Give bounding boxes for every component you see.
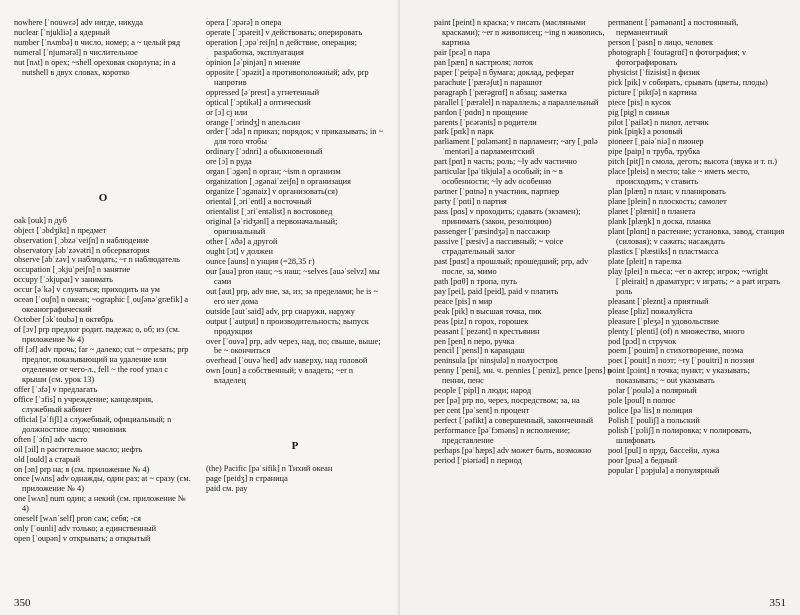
dictionary-entry: only [ˈounli] adv только; a единственный [14,524,157,534]
dictionary-entry: original [əˈridʒənl] a первоначальный; оригинальный [206,217,338,237]
dictionary-entry: ordinary [ˈɔdnri] a обыкновенный [206,147,323,157]
dictionary-entry: penny [ˈpeni], мн. ч. pennies [ˈpeniz], pence [pens] n пенни, пенс [434,366,612,386]
dictionary-entry: oil [ɔil] n растительное масло; нефть [14,444,143,454]
dictionary-entry: open [ˈoupən] v открывать; a открытый [14,534,151,544]
page-number-right: 351 [769,597,786,609]
dictionary-entry: per [pə] prp по, через, посредством; за, на [434,396,580,406]
dictionary-entry: piece [pis] n кусок [608,97,672,107]
dictionary-entry: poor [puə] a бедный [608,455,677,465]
dictionary-entry: pilot [ˈpailət] n пилот, летчик [608,117,709,127]
dictionary-entry: paid см. pay [206,484,248,494]
dictionary-entry: peace [pis] n мир [434,296,493,306]
dictionary-entry: pass [pɑs] v проходить; сдавать (экзамен); принимать (закон, резолюцию) [434,207,581,227]
dictionary-entry: poem [ˈpouim] n стихотворение, поэма [608,346,744,356]
dictionary-column-2 [206,18,384,494]
dictionary-entry: paint [peint] n краска; v писать (масляными красками); ~er n живописец; ~ing n живопись, картина [434,18,605,47]
dictionary-entry: perhaps [pəˈhæps] adv может быть, возможно [434,445,592,455]
dictionary-entry: plenty [ˈplenti] (of) n множество, много [608,326,745,336]
dictionary-entry: pioneer [ˌpaiəˈniə] n пионер [608,137,704,147]
dictionary-entry: pardon [ˈpɑdn] n прощение [434,107,528,117]
dictionary-entry: nowhere [ˈnouwɛə] adv нигде, никуда [14,18,143,27]
section-letter: P [291,440,299,453]
dictionary-entry: period [ˈpiəriəd] n период [434,455,522,465]
dictionary-entry: October [ɔkˈtoubə] n октябрь [14,315,114,325]
dictionary-entry: peasant [ˈpezənt] n крестьянин [434,326,540,336]
dictionary-entry: ounce [auns] n унция (=28,35 г) [206,256,315,266]
dictionary-entry: poet [ˈpouit] n поэт; ~ry [ˈpouitri] n поэзия [608,356,755,366]
dictionary-entry: nut [nʌt] n opex; ~shell ореховая скорлупа; in a nutshell в двух словах, коротко [14,57,176,77]
dictionary-entry: please [pliz] пожалуйста [608,306,693,316]
dictionary-entry: operate [ˈɔpəreit] v действовать; оперировать [206,27,363,37]
dictionary-entry: orientalist [ˌɔriˈentəlist] n востоковед [206,207,333,217]
dictionary-entry: plank [plæŋk] n доска, планка [608,217,711,227]
dictionary-entry: polish [ˈpɔliʃ] n полировка; v полировать, шлифовать [608,426,752,446]
dictionary-entry: occupy [ˈɔkjupaɪ] v занимать [14,275,113,285]
dictionary-column-3 [434,18,612,466]
dictionary-entry: object [ˈɔbdʒikt] n предмет [14,225,107,235]
dictionary-entry: pick [pik] v собирать, срывать (цветы, плоды) [608,77,768,87]
dictionary-entry: oak [ouk] n дуб [14,215,67,225]
dictionary-entry: occur [əˈkə] v случаться; приходить на ум [14,285,160,295]
dictionary-entry: peak [pik] n высшая точка, пик [434,306,542,316]
dictionary-entry: pleasure [ˈpleʒə] n удовольствие [608,316,719,326]
dictionary-entry: output [ˈautput] n производительность; выпуск продукции [206,316,369,336]
dictionary-entry: ought [ɔt] v должен [206,246,273,256]
dictionary-entry: organization [ˌɔgənaiˈzeiʃn] n организация [206,177,351,187]
dictionary-entry: pitch [pitʃ] n смола, деготь; высота (звука и т. п.) [608,157,778,167]
dictionary-entry: permanent [ˈpəmənənt] a постоянный, перманентный [608,18,739,37]
dictionary-entry: ore [ɔ] n руда [206,157,252,167]
column-spacer [14,78,192,174]
column-spacer [206,386,384,422]
dictionary-entry: own [oun] a собственный; v владеть; ~er n владелец [206,366,354,386]
dictionary-entry: people [ˈpipl] n люди; народ [434,386,532,396]
dictionary-entry: opera [ˈɔpərə] n опера [206,18,282,27]
dictionary-entry: one [wʌn] num один; a некий (см. приложение № 4) [14,494,186,514]
dictionary-entry: parliament [ˈpɑləmənt] n парламент; ~ary [ˌpɑləˈmentəri] a парламентский [434,137,598,157]
dictionary-entry: person [ˈpəsn] n лицо, человек [608,37,714,47]
dictionary-entry: pig [pig] n свинья [608,107,670,117]
dictionary-column-4 [608,18,786,476]
dictionary-entry: peninsula [pɪˈninsjulə] n полуостров [434,356,558,366]
dictionary-entry: numeral [ˈnjumərəl] n числительное [14,47,138,57]
dictionary-entry: over [ˈouvə] prp, adv через, над, по; свыше, выше; be ~ окончиться [206,336,381,356]
dictionary-entry: oriental [ˌɔriˈentl] a восточный [206,197,312,207]
dictionary-entry: partner [ˈpɑtnə] n участник, партнер [434,187,560,197]
dictionary-entry: of [ɔv] prp предлог родит. падежа; о, об; из (см. приложение № 4) [14,325,180,345]
dictionary-entry: particular [pəˈtikjulə] a особый; in ~ в особенности; ~ly adv особенно [434,167,563,187]
dictionary-entry: place [pleis] n место; take ~ иметь место, происходить; v ставить [608,167,750,187]
dictionary-entry: optical [ˈɔptikəl] a оптический [206,97,311,107]
dictionary-entry: orange [ˈɔrindʒ] n апельсин [206,117,301,127]
dictionary-entry: overhead [ˈouvəˈhed] adv наверху, над головой [206,356,368,366]
dictionary-entry: observation [ˌɔbzəˈveiʃn] n наблюдение [14,235,149,245]
dictionary-entry: Polish [ˈpouliʃ] a польский [608,416,700,426]
dictionary-entry: parents [ˈpɛərənts] n родители [434,117,537,127]
dictionary-column-1 [14,18,192,544]
dictionary-entry: play [plei] n пьеса; ~er n актер; игрок; ~wright [ˈpleirait] n драматург; v играть; ~ a part играть роль [608,266,781,296]
dictionary-entry: pool [pul] n пруд, бассейн, лужа [608,445,720,455]
dictionary-entry: office [ˈɔfis] n учреждение; канцелярия, служебный кабинет [14,394,154,414]
dictionary-entry: observatory [əbˈzəvətri] n обсерватория [14,245,150,255]
dictionary-entry: parallel [ˈpærəlel] n параллель; a параллельный [434,97,599,107]
dictionary-entry: old [ould] a старый [14,454,81,464]
dictionary-entry: plane [plein] n плоскость; самолет [608,197,727,207]
dictionary-entry: park [pɑk] n парк [434,127,494,137]
dictionary-entry: ocean [ˈouʃn] n океан; ~ographic [ˌouʃənəˈgræfik] a океанографический [14,295,189,315]
dictionary-entry: official [əˈfiʃl] a служебный, официальный; n должностное лицо; чиновник [14,414,172,434]
dictionary-entry: pan [pæn] n кастрюля; лоток [434,57,534,67]
right-page [400,0,800,615]
dictionary-entry: out [aut] prp, adv вне, за, из; за пределами; he is ~ его нет дома [206,286,379,306]
dictionary-entry: performance [pəˈfɔməns] n исполнение; представление [434,426,571,446]
dictionary-entry: pod [pɔd] n стручок [608,336,677,346]
dictionary-entry: order [ˈɔdə] n приказ; порядок; v приказывать; in ~ для того чтобы [206,127,384,147]
dictionary-entry: occupation [ˌɔkjuˈpeiʃn] n занятие [14,265,131,275]
dictionary-entry: photograph [ˈfoutəgrɑf] n фотография; v фотографировать [608,47,746,67]
dictionary-entry: other [ˈʌðə] a другой [206,236,278,246]
dictionary-entry: operation [ˌɔpəˈreiʃn] n действие, операция; разработка, эксплуатация [206,37,357,57]
dictionary-entry: perfect [ˈpəfikt] a совершенный, законченный [434,416,594,426]
dictionary-entry: police [pəˈlis] n полиция [608,406,693,416]
dictionary-entry: parachute [ˈpærəʃut] n парашют [434,77,543,87]
dictionary-entry: often [ˈɔfn] adv часто [14,434,88,444]
dictionary-entry: picture [ˈpiktʃə] n картина [608,87,697,97]
dictionary-entry: (the) Pacific [pəˈsifik] n Тихий океан [206,464,333,474]
dictionary-entry: or [ɔ] cj или [206,107,248,117]
dictionary-entry: paragraph [ˈpærəgrɑf] n абзац; заметка [434,87,567,97]
dictionary-entry: off [ɔf] adv прочь; far ~ далеко; cut ~ отрезать; prp предлог, показывающий на удаление или отделение от чего-л., fell ~ the roof упал с крыши (см. урок 13) [14,345,189,384]
dictionary-entry: pencil [ˈpensl] n карандаш [434,346,525,356]
dictionary-entry: plan [plæn] n план; v планировать [608,187,726,197]
dictionary-entry: per cent [pəˈsent] n процент [434,406,530,416]
dictionary-entry: popular [ˈpɔpjulə] a популярный [608,465,720,475]
dictionary-entry: opposite [ˈɔpəzit] a противоположный; adv, prp напротив [206,67,369,87]
dictionary-entry: pole [poul] n полюс [608,396,676,406]
dictionary-entry: part [pɑt] n часть; роль; ~ly adv частично [434,157,577,167]
dictionary-entry: on [ɔn] prp на; в (см. приложение № 4) [14,464,150,474]
dictionary-entry: organize [ˈɔgənaiz] v организовать(ся) [206,187,338,197]
dictionary-entry: plastics [ˈplæstiks] n пластмасса [608,246,719,256]
dictionary-entry: plate [pleit] n тарелка [608,256,682,266]
dictionary-entry: path [pɑθ] n тропа, путь [434,276,517,286]
dictionary-entry: pair [pɛə] n пара [434,47,491,57]
dictionary-entry: past [pɑst] a прошлый; прошедший; prp, adv после, за, мимо [434,256,589,276]
dictionary-entry: pleasant [ˈpleznt] a приятный [608,296,709,306]
dictionary-entry: oppressed [əˈprest] a угнетенный [206,87,320,97]
dictionary-entry: pink [piŋk] a розовый [608,127,683,137]
dictionary-entry: physicist [ˈfizisist] n физик [608,67,700,77]
dictionary-entry: paper [ˈpeipə] n бумага; доклад, реферат [434,67,575,77]
dictionary-entry: passenger [ˈpæsindʒə] n пассажир [434,227,550,237]
dictionary-entry: oneself [wʌnˈself] pron сам; себя; -ся [14,514,141,524]
dictionary-entry: point [pɔint] n точка; пункт; v указывать; показывать; ~ out указывать [608,366,750,386]
dictionary-entry: passive [ˈpæsiv] a пассивный; ~ voice страдательный залог [434,236,564,256]
dictionary-entry: once [wʌns] adv однажды, один раз; at ~ сразу (см. приложение № 4) [14,474,191,494]
dictionary-entry: party [ˈpɑti] n партия [434,197,507,207]
dictionary-entry: organ [ˈɔgən] n орган; ~ism n организм [206,167,341,177]
dictionary-entry: pen [pen] n перо, ручка [434,336,515,346]
dictionary-entry: outside [autˈsaid] adv, prp снаружи, наружу [206,306,355,316]
dictionary-entry: polar [ˈpoulə] a полярный [608,386,697,396]
dictionary-entry: planet [ˈplænit] n планета [608,207,696,217]
dictionary-entry: number [ˈnʌmbə] n число, номер; a ~ целый ряд [14,37,181,47]
section-letter: O [98,191,108,204]
dictionary-entry: peas [piz] n горох, горошек [434,316,529,326]
page-number-left: 350 [14,597,31,609]
dictionary-entry: nuclear [ˈnjukliə] a ядерный [14,27,110,37]
dictionary-entry: pipe [paip] n труба, трубка [608,147,700,157]
dictionary-entry: our [auə] pron наш; ~s наш; ~selves [auəˈselvz] мы сами [206,266,380,286]
dictionary-entry: observe [əbˈzəv] v наблюдать; ~r n наблюдатель [14,255,180,265]
dictionary-entry: plant [plɑnt] n растение; установка, завод, станция (силовая); v сажать; насаждать [608,227,785,246]
dictionary-entry: offer [ˈɔfə] v предлагать [14,384,98,394]
dictionary-entry: pay [pei], paid [peid], paid v платить [434,286,559,296]
dictionary-entry: opinion [əˈpinjən] n мнение [206,57,301,67]
dictionary-entry: page [peidʒ] n страница [206,474,288,484]
